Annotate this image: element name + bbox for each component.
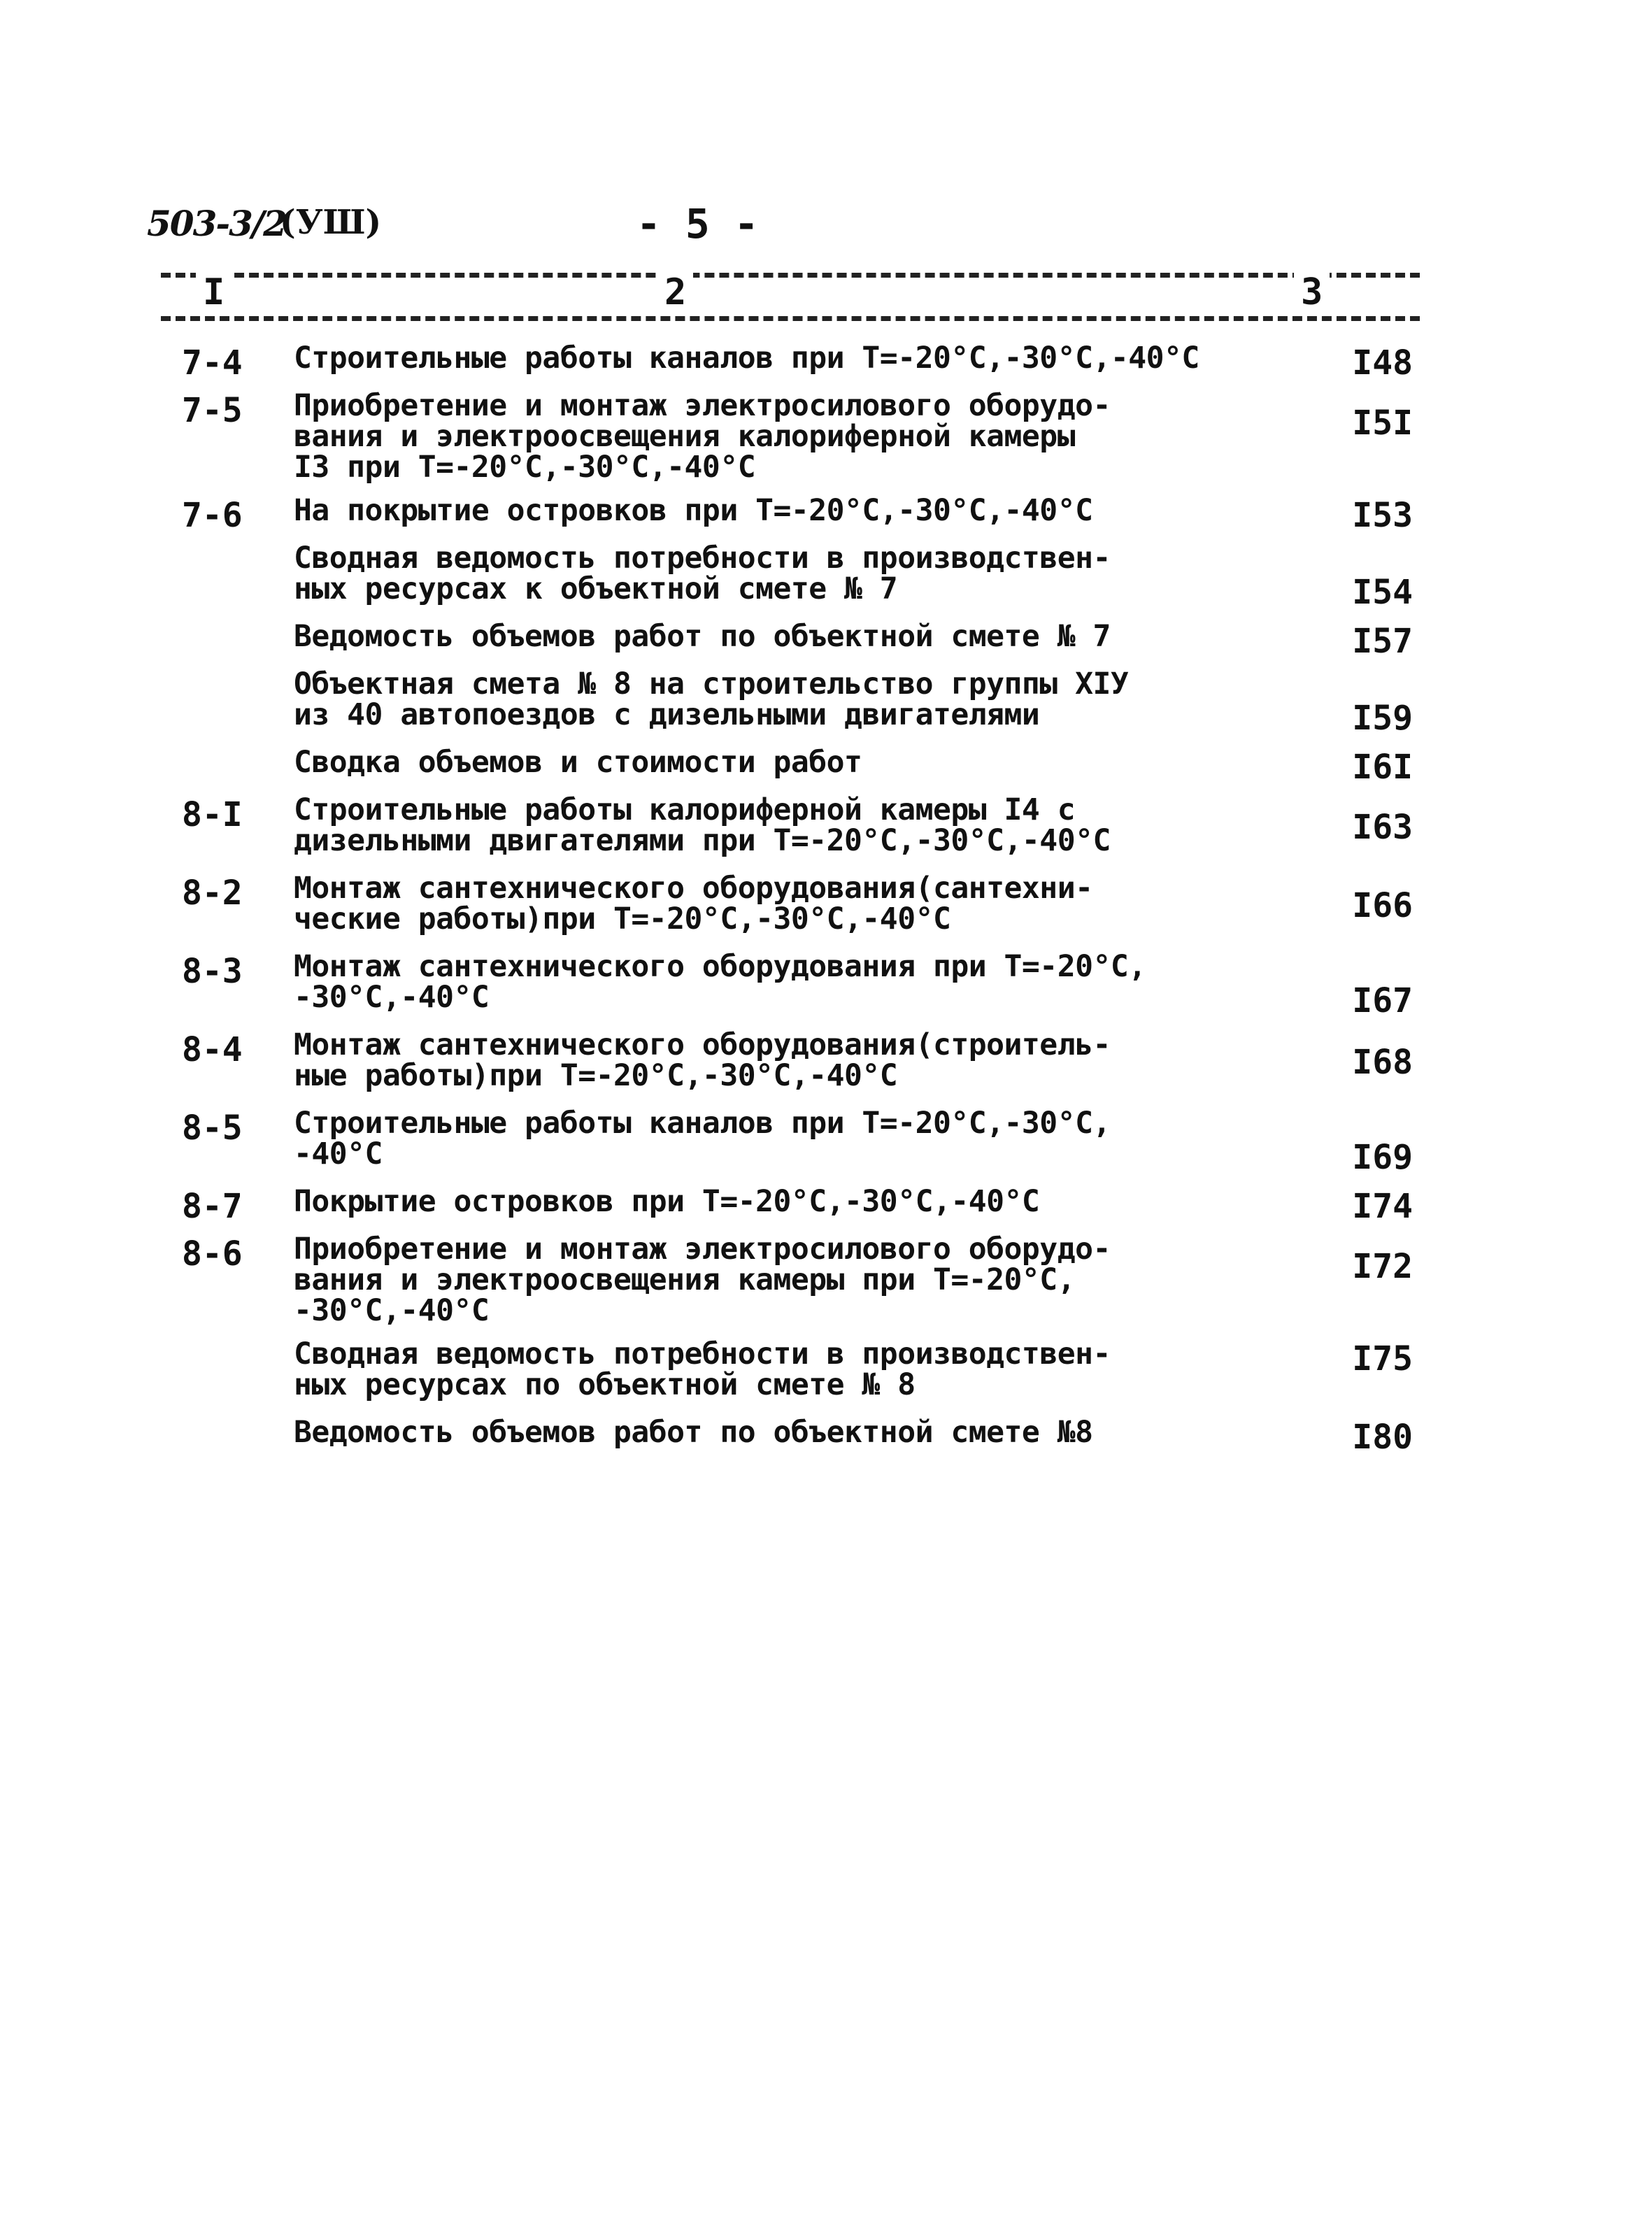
row-title: Покрытие островков при Т=-20°С,-30°С,-40°С <box>294 1184 1040 1219</box>
row-page: I72 <box>1352 1247 1413 1286</box>
table-row <box>182 390 1427 495</box>
table-row <box>182 543 1427 621</box>
table-row <box>182 951 1427 1029</box>
row-page: I66 <box>1352 886 1413 925</box>
row-page: I59 <box>1352 699 1413 738</box>
column-header-title: 2 <box>657 271 693 313</box>
row-title: Монтаж сантехнического оборудования при Т=-20°С, -30°С,-40°С <box>294 949 1146 1015</box>
row-page: I54 <box>1352 573 1413 612</box>
row-number: 8-6 <box>182 1234 243 1274</box>
row-title: Ведомость объемов работ по объектной смете № 7 <box>294 619 1111 654</box>
table-row <box>182 1234 1427 1339</box>
row-number <box>182 621 294 624</box>
row-page: I57 <box>1352 622 1413 661</box>
row-title: Приобретение и монтаж электросилового оборудо- вания и электроосвещения калориферной камеры I3 при Т=-20°С,-30°С,-40°С <box>294 388 1111 485</box>
row-title: Сводка объемов и стоимости работ <box>294 745 862 780</box>
row-number: 8-5 <box>182 1109 243 1148</box>
row-title: Монтаж сантехнического оборудования(строитель- ные работы)при Т=-20°С,-30°С,-40°С <box>294 1027 1111 1093</box>
row-number: 8-3 <box>182 952 243 991</box>
row-title: Строительные работы каналов при Т=-20°С,-30°С, -40°С <box>294 1106 1111 1171</box>
table-row <box>182 495 1427 543</box>
row-number: 8-4 <box>182 1030 243 1069</box>
column-header-number: I <box>196 271 232 313</box>
row-number: 7-6 <box>182 496 243 535</box>
row-page: I69 <box>1352 1138 1413 1177</box>
document-volume: (УШ) <box>280 203 382 242</box>
header-divider-bottom <box>161 316 1420 321</box>
row-page: I48 <box>1352 343 1413 383</box>
row-number: 8-2 <box>182 874 243 913</box>
table-row <box>182 1029 1427 1108</box>
table-row <box>182 1417 1427 1464</box>
row-number <box>182 669 294 671</box>
row-title: Монтаж сантехнического оборудования(сантехни- ческие работы)при Т=-20°С,-30°С,-40°С <box>294 871 1093 936</box>
row-title: Строительные работы калориферной камеры I4 с дизельными двигателями при Т=-20°С,-30°С,-40°С <box>294 792 1111 858</box>
page-header <box>147 200 1406 259</box>
row-title: Сводная ведомость потребности в производствен- ных ресурсах по объектной смете № 8 <box>294 1337 1111 1402</box>
column-headers <box>161 271 1420 320</box>
row-number <box>182 543 294 546</box>
row-page: I80 <box>1352 1418 1413 1457</box>
table-row <box>182 621 1427 669</box>
row-number: 7-5 <box>182 391 243 430</box>
row-title: Строительные работы каналов при Т=-20°С,-30°С,-40°С <box>294 341 1199 376</box>
row-page: I67 <box>1352 981 1413 1020</box>
row-title: Приобретение и монтаж электросилового оборудо- вания и электроосвещения камеры при Т=-20°С, -30°С,-40°С <box>294 1232 1111 1328</box>
row-title: Объектная смета № 8 на строительство группы XIУ из 40 автопоездов с дизельными двигателями <box>294 667 1129 732</box>
table-row <box>182 747 1427 794</box>
table-row <box>182 343 1427 390</box>
row-number: 8-I <box>182 795 243 834</box>
row-number <box>182 747 294 750</box>
row-page: I53 <box>1352 496 1413 535</box>
row-title: Ведомость объемов работ по объектной смете №8 <box>294 1415 1093 1450</box>
row-page: I6I <box>1352 748 1413 787</box>
row-page: I68 <box>1352 1043 1413 1082</box>
table-row <box>182 1108 1427 1186</box>
row-number: 8-7 <box>182 1187 243 1226</box>
table-row <box>182 1339 1427 1417</box>
row-page: I5I <box>1352 404 1413 443</box>
row-page: I74 <box>1352 1187 1413 1226</box>
row-title: На покрытие островков при Т=-20°С,-30°С,-40°С <box>294 493 1093 528</box>
table-row <box>182 794 1427 873</box>
row-number: 7-4 <box>182 343 243 383</box>
row-number <box>182 1417 294 1420</box>
table-row <box>182 669 1427 747</box>
page-number: - 5 - <box>636 200 759 248</box>
document-code: 503-3/2 <box>147 203 286 244</box>
table-row <box>182 1186 1427 1234</box>
column-header-page: 3 <box>1294 271 1330 313</box>
row-page: I63 <box>1352 808 1413 847</box>
table-row <box>182 873 1427 951</box>
row-title: Сводная ведомость потребности в производствен- ных ресурсах к объектной смете № 7 <box>294 541 1111 606</box>
contents-table <box>182 343 1427 1464</box>
row-number <box>182 1339 294 1341</box>
row-page: I75 <box>1352 1339 1413 1378</box>
